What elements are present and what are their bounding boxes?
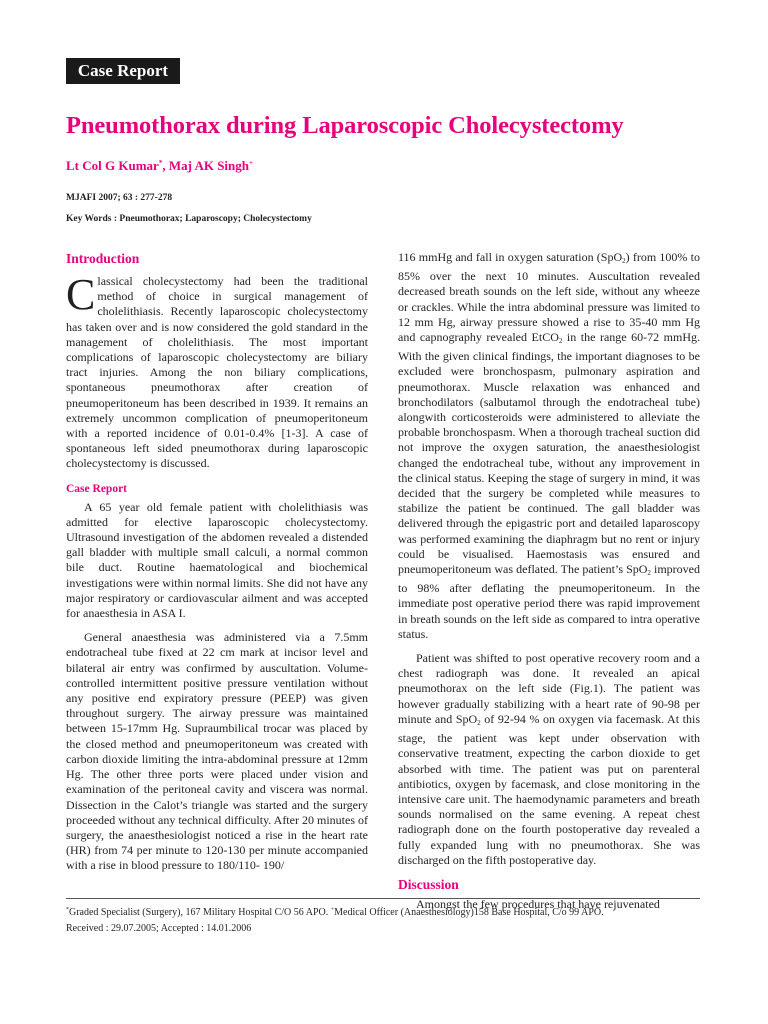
case-paragraph-4: Patient was shifted to post operative recovery room and a chest radiograph was done. It revealed an apical pneumothorax on the left side (Fig.1). The patient was however gradually stabilizing with a heart rate of 90-98 per minute and SpO$_2$ of 92-94 % on oxygen via facemask. At this stage, the patient was kept under observation with conservative treatment, expecting the carbon dioxide to get absorbed with time. The patient was put on parenteral antibiotics, oxygen by facemask, and close monitoring in the intensive care unit. The haemodynamic parameters and breath sounds normalised on the same evening. A repeat chest radiograph done on the fourth postoperative day revealed a fully expanded lung with no pneumothorax. She was discharged on the fifth postoperative day. [398, 651, 700, 867]
section-badge: Case Report [66, 58, 180, 84]
affiliations: *Graded Specialist (Surgery), 167 Military Hospital C/O 56 APO. +Medical Officer (Anaesthesiology)158 Base Hospital, C/o 99 APO. [66, 907, 604, 918]
left-column [66, 250, 368, 874]
introduction-paragraph: Classical cholecystectomy had been the traditional method of choice in surgical management of cholelithiasis. Recently laparoscopic cholecystectomy has taken over and is now considered the gold standard in the management of cholelithiasis. The most important complications of laparoscopic cholecystectomy are biliary tract injuries. Among the non biliary complications, spontaneous pneumothorax after creation of pneumoperitoneum has been described in 1939. It remains an extremely uncommon complication of pneumoperitoneum with a reported incidence of 0.01-0.4% [1-3]. A case of spontaneous left sided pneumothorax during laparoscopic cholecystectomy is discussed. [66, 270, 368, 471]
discussion-heading: Discussion [398, 876, 459, 892]
citation: MJAFI 2007; 63 : 277-278 [66, 193, 173, 203]
case-report-heading: Case Report [66, 482, 127, 495]
author-1-mark: * [158, 159, 163, 167]
case-paragraph-3: 116 mmHg and fall in oxygen saturation (SpO$_2$) from 100% to 85% over the next 10 minutes. Auscultation revealed decreased breath sounds on the left side, without any wheeze or crackles. While the intra abdominal pressure was limited to 12 mm Hg, airway pressure showed a rise to 35-40 mm Hg and capnography revealed EtCO$_2$ in the range 60-72 mmHg. With the given clinical findings, the important diagnoses to be excluded were bronchospasm, pulmonary aspiration and pneumothorax. Muscle relaxation was enhanced and bronchodilators (salbutamol through the endotracheal tube) alongwith corticosteroids were administered to alleviate the probable bronchospasm. When a thorough tracheal suction did not improve the oxygen saturation, the anaesthesiologist changed the endotracheal tube, without any improvement in the clinical status. Keeping the stage of surgery in mind, it was decided that the surgery be completed while measures to stabilize the patient be continued. The gall bladder was delivered through the epigastric port and detailed laparoscopy was performed examining the diaphragm but no rent or injury could be visualised. Haemostasis was ensured and pneumoperitoneum was deflated. The patient’s SpO$_2$ improved to 98% after deflating the pneumoperitoneum. In the immediate post operative period there was rapid improvement in breath sounds on the left side as compared to intra operative status. [398, 250, 700, 641]
discussion-paragraph: Amongst the few procedures that have rejuvenated [416, 896, 660, 911]
author-1: Lt Col G Kumar [66, 158, 159, 173]
author-2: Maj AK Singh [168, 158, 249, 173]
case-paragraph-2: General anaesthesia was administered via a 7.5mm endotracheal tube fixed at 22 cm mark at incisor level and bilateral air entry was confirmed by auscultation. Volume-controlled intermittent positive pressure ventilation without any positive end expiratory pressure (PEEP) was given throughout surgery. The airway pressure was maintained between 15-17mm Hg. Supraumbilical trocar was placed by the closed method and pneumoperitoneum was created with carbon dioxide limiting the intra-abdominal pressure at 12mm Hg. The other three ports were placed under vision and examination of the peritoneal cavity and viscera was normal. Dissection in the Calot’s triangle was started and the surgery proceeded without any technical difficulty. After 20 minutes of surgery, the anaesthesiologist noticed a rise in the heart rate (HR) from 74 per minute to 120-130 per minute accompanied with a rise in blood pressure to 180/110- 190/ [66, 630, 368, 873]
article-title: Pneumothorax during Laparoscopic Cholecystectomy [66, 112, 624, 139]
author-2-mark: + [249, 159, 253, 167]
footer-divider [66, 898, 700, 899]
author-separator: , [162, 158, 169, 173]
keywords: Key Words : Pneumothorax; Laparoscopy; Cholecystectomy [66, 214, 312, 224]
case-paragraph-1: A 65 year old female patient with cholelithiasis was admitted for elective laparoscopic cholecystectomy. Ultrasound investigation of the abdomen revealed a distended gall bladder with multiple small calculi, a normal common bile duct. Routine haematological and biochemical investigations were within normal limits. She did not have any major respiratory or cardiovascular ailment and was accepted for anaesthesia in ASA I. [66, 499, 368, 621]
right-column [398, 250, 700, 912]
received-accepted-dates: Received : 29.07.2005; Accepted : 14.01.2006 [66, 923, 252, 934]
introduction-heading: Introduction [66, 251, 140, 266]
drop-cap: C [66, 270, 96, 319]
author-line [66, 158, 253, 174]
